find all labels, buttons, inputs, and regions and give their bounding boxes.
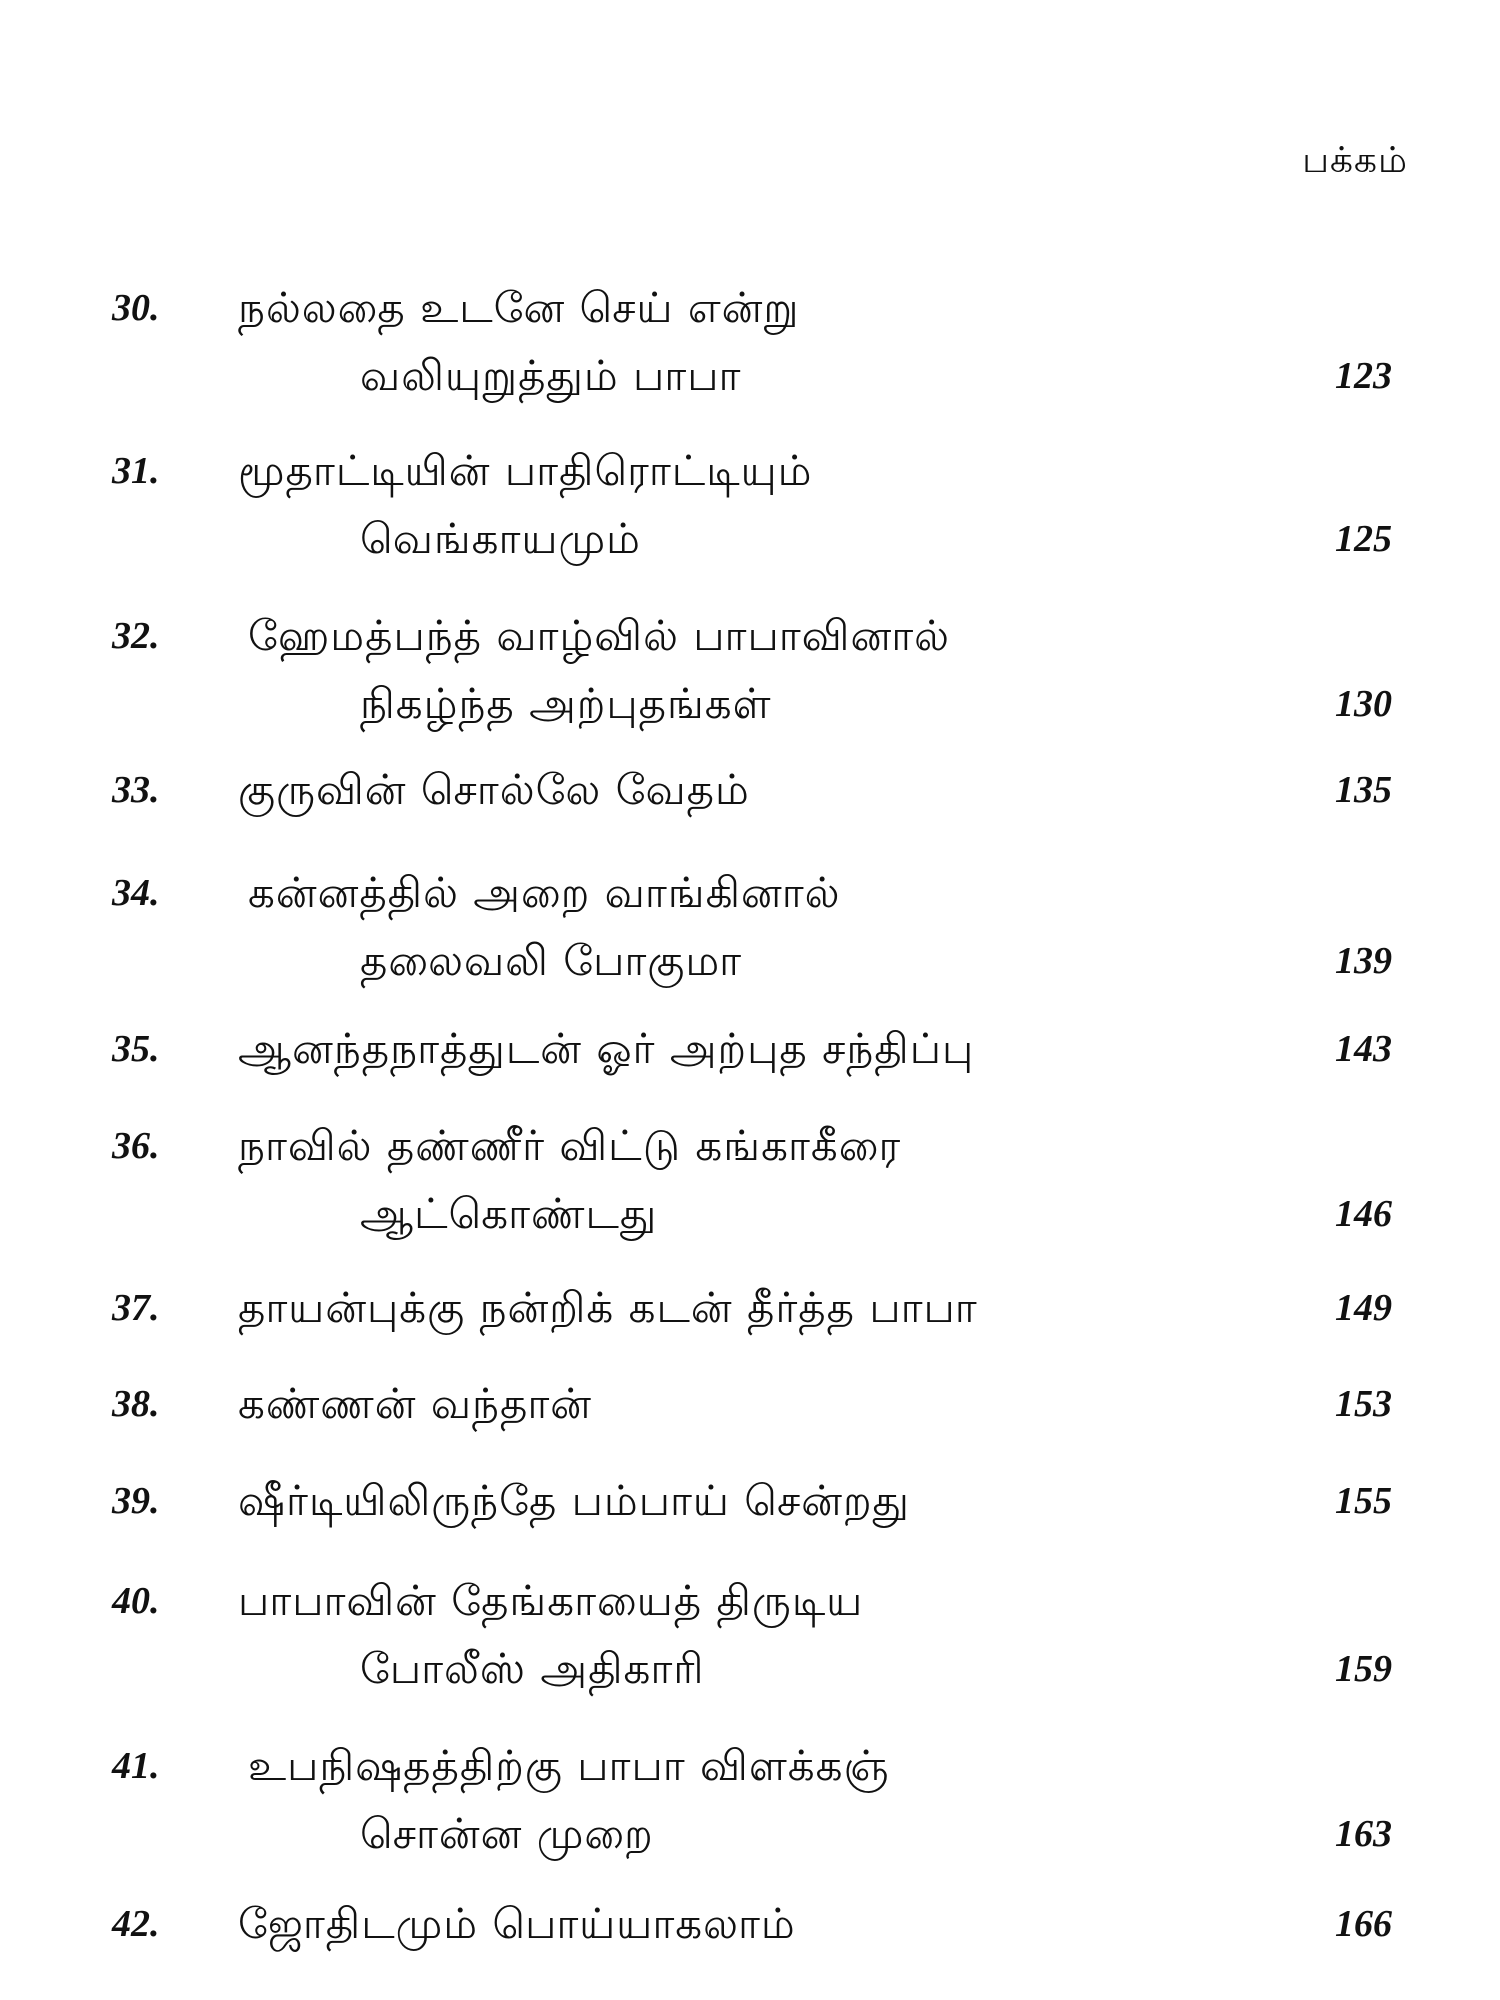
chapter-page-number: 123 (1335, 355, 1392, 397)
chapter-title-line2: வலியுறுத்தும் பாபா (360, 351, 742, 400)
page-column-header: பக்கம் (1302, 140, 1408, 181)
chapter-title-line1: கன்னத்தில் அறை வாங்கினால் (248, 868, 841, 917)
chapter-title-line2: தலைவலி போகுமா (360, 936, 743, 985)
chapter-title-line1: நாவில் தண்ணீர் விட்டு கங்காகீரை (238, 1121, 902, 1170)
chapter-title-line2: நிகழ்ந்த அற்புதங்கள் (360, 679, 772, 728)
chapter-title-line1: ஷீர்டியிலிருந்தே பம்பாய் சென்றது (238, 1476, 910, 1525)
chapter-title-line2: சொன்ன முறை (360, 1809, 654, 1858)
chapter-number: 38. (112, 1383, 160, 1425)
chapter-title-line1: ஜோதிடமும் பொய்யாகலாம் (238, 1899, 796, 1948)
chapter-title-line2: போலீஸ் அதிகாரி (360, 1644, 705, 1693)
chapter-title-line1: நல்லதை உடனே செய் என்று (238, 283, 800, 332)
chapter-number: 39. (112, 1480, 160, 1522)
chapter-title-line2: வெங்காயமும் (360, 514, 641, 563)
chapter-title-line1: குருவின் சொல்லே வேதம் (238, 765, 750, 814)
chapter-number: 32. (112, 615, 160, 657)
chapter-number: 34. (112, 872, 160, 914)
chapter-number: 31. (112, 450, 160, 492)
chapter-page-number: 125 (1335, 518, 1392, 560)
chapter-number: 37. (112, 1287, 160, 1329)
chapter-number: 40. (112, 1580, 160, 1622)
chapter-title-line1: மூதாட்டியின் பாதிரொட்டியும் (238, 446, 813, 495)
chapter-title-line1: ஆனந்தநாத்துடன் ஓர் அற்புத சந்திப்பு (238, 1024, 975, 1073)
chapter-number: 42. (112, 1903, 160, 1945)
chapter-number: 35. (112, 1028, 160, 1070)
chapter-page-number: 166 (1335, 1903, 1392, 1945)
chapter-number: 30. (112, 287, 160, 329)
chapter-number: 33. (112, 769, 160, 811)
chapter-page-number: 135 (1335, 769, 1392, 811)
chapter-page-number: 139 (1335, 940, 1392, 982)
chapter-title-line1: கண்ணன் வந்தான் (238, 1379, 593, 1428)
chapter-page-number: 159 (1335, 1648, 1392, 1690)
chapter-page-number: 143 (1335, 1028, 1392, 1070)
chapter-number: 41. (112, 1745, 160, 1787)
chapter-page-number: 153 (1335, 1383, 1392, 1425)
chapter-page-number: 155 (1335, 1480, 1392, 1522)
chapter-title-line1: தாயன்புக்கு நன்றிக் கடன் தீர்த்த பாபா (238, 1283, 978, 1332)
chapter-title-line2: ஆட்கொண்டது (360, 1189, 658, 1238)
chapter-page-number: 163 (1335, 1813, 1392, 1855)
chapter-title-line1: உபநிஷதத்திற்கு பாபா விளக்கஞ் (248, 1741, 890, 1790)
chapter-title-line1: பாபாவின் தேங்காயைத் திருடிய (238, 1576, 864, 1625)
chapter-title-line1: ஹேமத்பந்த் வாழ்வில் பாபாவினால் (248, 611, 951, 660)
chapter-page-number: 149 (1335, 1287, 1392, 1329)
chapter-page-number: 146 (1335, 1193, 1392, 1235)
chapter-number: 36. (112, 1125, 160, 1167)
chapter-page-number: 130 (1335, 683, 1392, 725)
